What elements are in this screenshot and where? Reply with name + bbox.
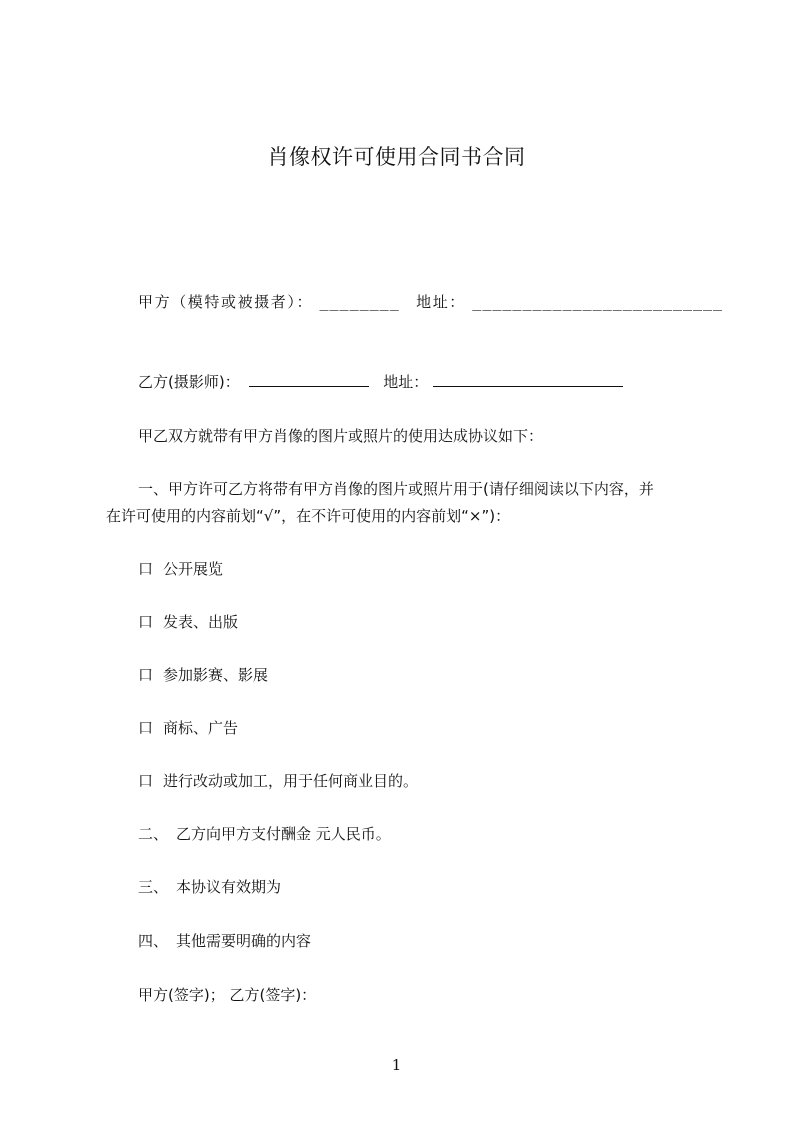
option-label: 参加影赛、影展 xyxy=(163,666,269,684)
checkbox-icon[interactable]: 口 xyxy=(138,719,154,737)
clause-4 xyxy=(138,931,311,951)
party-b-line xyxy=(138,372,623,392)
clause-number: 四、 xyxy=(138,932,169,950)
clause-number: 三、 xyxy=(138,878,169,896)
signature-line: 甲方(签字)； 乙方(签字)： xyxy=(138,986,317,1004)
clause-text: 其他需要明确的内容 xyxy=(176,932,312,950)
clause-text: 本协议有效期为 xyxy=(176,878,282,896)
clause-number: 二、 xyxy=(138,825,169,843)
party-b-address-blank xyxy=(433,372,623,387)
party-a-line xyxy=(138,292,723,312)
party-a-label: 甲方（模特或被摄者）： xyxy=(138,293,314,311)
party-b-address-label: 地址： xyxy=(383,373,429,391)
option-label: 公开展览 xyxy=(163,560,224,578)
clause-3 xyxy=(138,877,281,897)
option-item xyxy=(138,771,418,791)
document-title: 肖像权许可使用合同书合同 xyxy=(267,145,526,169)
checkbox-icon[interactable]: 口 xyxy=(138,560,154,578)
option-label: 商标、广告 xyxy=(163,719,239,737)
option-item xyxy=(138,559,223,579)
checkbox-icon[interactable]: 口 xyxy=(138,613,154,631)
option-item xyxy=(138,612,238,632)
clause-2 xyxy=(138,824,391,844)
option-item xyxy=(138,665,268,685)
clause-1-line-1: 一、甲方许可乙方将带有甲方肖像的图片或照片用于(请仔细阅读以下内容，并 xyxy=(138,480,654,498)
option-label: 发表、出版 xyxy=(163,613,239,631)
party-b-name-blank xyxy=(249,372,369,387)
party-b-label: 乙方(摄影师)： xyxy=(138,373,240,391)
option-item xyxy=(138,718,238,738)
page-number: 1 xyxy=(391,1056,402,1074)
party-a-address-blank: _________________________ xyxy=(472,293,724,311)
option-label: 进行改动或加工，用于任何商业目的。 xyxy=(163,772,419,790)
checkbox-icon[interactable]: 口 xyxy=(138,772,154,790)
party-a-address-label: 地址： xyxy=(416,293,466,311)
party-a-name-blank: ________ xyxy=(319,293,400,311)
clause-1-line-2: 在许可使用的内容前划“√”，在不许可使用的内容前划“×”)： xyxy=(106,507,511,525)
intro-paragraph: 甲乙双方就带有甲方肖像的图片或照片的使用达成协议如下： xyxy=(138,427,544,445)
clause-text: 乙方向甲方支付酬金 元人民币。 xyxy=(176,825,391,843)
checkbox-icon[interactable]: 口 xyxy=(138,666,154,684)
